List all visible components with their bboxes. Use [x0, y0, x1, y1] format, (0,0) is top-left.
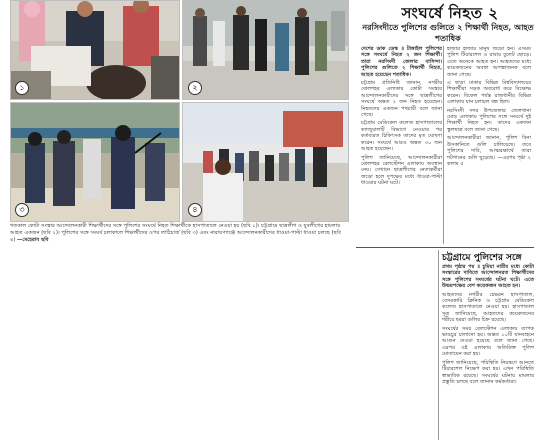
section-divider [356, 247, 534, 248]
article-paragraph: প্রথম পৃষ্ঠার পর ॥ চুমিয়া নারীর মধ্যে কোটা সংস্কারের দাবিতে আন্দোলনরত শিক্ষার্থীদের সঙ্গে পুলিশের সংঘর্ষের ঘটনা ঘটে। এতে উভয়পক্ষের বেশ কয়েকজন আহত হন। [442, 264, 534, 290]
article-column-2 [447, 46, 531, 246]
article-column-3 [442, 264, 534, 440]
street-crowd-image [183, 103, 348, 221]
police-baton-image [11, 103, 179, 221]
photo-number-badge: ৪ [188, 203, 202, 217]
photo-number-badge: ২ [188, 81, 202, 95]
street-protest-image [183, 1, 348, 99]
headline: সংঘর্ষে নিহত ২ [401, 4, 499, 22]
caption-text: গতকাল কোটা সংস্কার আন্দোলনকারী শিক্ষার্থীদের সঙ্গে পুলিশের সংঘর্ষে নিহত শিক্ষার্থীকে হাসপাতালে নেওয়া হয় (ছবি ১)। চট্টগ্রামে ছাত্রলীগ ও যুবলীগের হামলায় আহত একজন (ছবি ২)। পুলিশের সঙ্গে সংঘর্ষ চলাকালে শিক্ষার্থীদের ওপর লাঠিচার্জ (ছবি ৩) এবং নারায়ণগঞ্জে আন্দোলনকারীদের ধাওয়া-পাল্টা ধাওয়া চলছে (ছবি ৪) [10, 223, 342, 244]
column-divider [438, 250, 439, 440]
news-photo-1 [10, 0, 180, 100]
caption-credit: —মেহেরাব ছবি [17, 237, 49, 244]
subheadline: নরসিংদীতে পুলিশের গুলিতে ২ শিক্ষার্থী নিহত, আহত শতাধিক [362, 22, 534, 43]
article-paragraph: পুলিশ জানিয়েছে, আন্দোলনকারীরা ষোলশহর রেলস্টেশন এলাকায় অবস্থান নেয়। সেখানে ছাত্রলীগের নেতাকর্মীরা জড়ো হলে দুপক্ষের মধ্যে ধাওয়া-পাল্টা ধাওয়ার ঘটনা ঘটে। [361, 154, 442, 187]
article-paragraph: নরসিংদী সদর উপজেলার জেলখানা মোড় এলাকায় পুলিশের সঙ্গে সংঘর্ষে দুই শিক্ষার্থী নিহত হন। তাদের একজন স্কুলছাত্র বলে জানা গেছে। [447, 107, 531, 133]
news-photo-4 [182, 102, 349, 222]
article-paragraph: চট্টগ্রাম মেডিকেল কলেজ হাসপাতালের ক্যাজুয়ালটি বিভাগে নেওয়ার পর কর্তব্যরত চিকিৎসক তাদের মৃত ঘোষণা করেন। সংঘর্ষে আরও অন্তত ৩০ জন আহত হয়েছেন। [361, 120, 442, 153]
article-paragraph: এ ছাড়া ঢাকার বিভিন্ন বিশ্ববিদ্যালয়ের শিক্ষার্থীরা সড়ক অবরোধ করে বিক্ষোভ করেন। বিকেল পর্যন্ত রাজধানীর বিভিন্ন এলাকায় যান চলাচল বন্ধ ছিল। [447, 80, 531, 106]
article-paragraph: চট্টগ্রাম প্রতিনিধি জানান, নগরীর ষোলশহর এলাকায় কোটা সংস্কার আন্দোলনকারীদের সঙ্গে ছাত্রলীগের সংঘর্ষে অন্তত ২ জন নিহত হয়েছেন। নিহতদের একজন পথচারী বলে জানা গেছে। [361, 80, 442, 119]
article-paragraph: আহতদের নগরীর চেভরন হাসপাতাল, বেসরকারি ক্লিনিক ও চট্টগ্রাম মেডিকেল কলেজ হাসপাতালে নেওয়া হয়। হাসপাতাল সূত্র জানিয়েছে, আহতদের কয়েকজনের শরীরে ছররা গুলির চিহ্ন রয়েছে। [442, 291, 534, 324]
sub-article-title: চট্টগ্রামে পুলিশের সঙ্গে [442, 253, 522, 263]
protest-crowd-image [11, 1, 179, 99]
photo-number-badge: ৩ [15, 203, 29, 217]
article-column-1 [361, 46, 442, 246]
article-paragraph: পুলিশ জানিয়েছে, পরিস্থিতি নিয়ন্ত্রণে আনতে টিয়ারশেল নিক্ষেপ করা হয়। এখন পরিস্থিতি স্বাভাবিক রয়েছে। সংঘর্ষের ঘটনায় মামলার প্রস্তুতি চলছে বলে জানান কর্মকর্তারা। [442, 359, 534, 385]
article-paragraph: আন্দোলনকারীরা জানান, পুলিশ বিনা উসকানিতে গুলি চালিয়েছে। তবে পুলিশের দাবি, আত্মরক্ষার্থে তারা শটগানের গুলি ছুড়েছে। —এরপর পৃষ্ঠা ২ কলাম ৫ [447, 135, 531, 167]
article-paragraph: সংঘর্ষের সময় রেলস্টেশন এলাকায় ব্যাপক ভাঙচুর চালানো হয়। অন্তত ১০টি যানবাহনে আগুন দেওয়া হয়েছে বলে জানা গেছে। এরপর ওই এলাকায় অতিরিক্ত পুলিশ মোতায়েন করা হয়। [442, 325, 534, 358]
news-photo-2 [182, 0, 349, 100]
article-paragraph: দেশের ডাক ডেস্ক ॥ টাঙ্গাইল পুলিশের সঙ্গে সংঘর্ষে নিহত ২ জন শিক্ষার্থী। তারা নরসিংদী জেলার বাসিন্দা। পুলিশের গুলিতে ২ শিক্ষার্থী নিহত, আহত হয়েছেন শতাধিক। [361, 46, 442, 78]
news-photo-3 [10, 102, 180, 222]
photo-number-badge: ১ [15, 81, 29, 95]
photo-caption [10, 223, 348, 245]
article-paragraph: হাজার হাজার মানুষ জড়ো হন। এসময় পুলিশ টিয়ারশেল ও রাবার বুলেট ছোড়ে। এতে অনেকে আহত হন। আহতদের মধ্যে কয়েকজনের অবস্থা আশঙ্কাজনক বলে জানা গেছে। [447, 46, 531, 78]
column-divider [443, 46, 444, 244]
